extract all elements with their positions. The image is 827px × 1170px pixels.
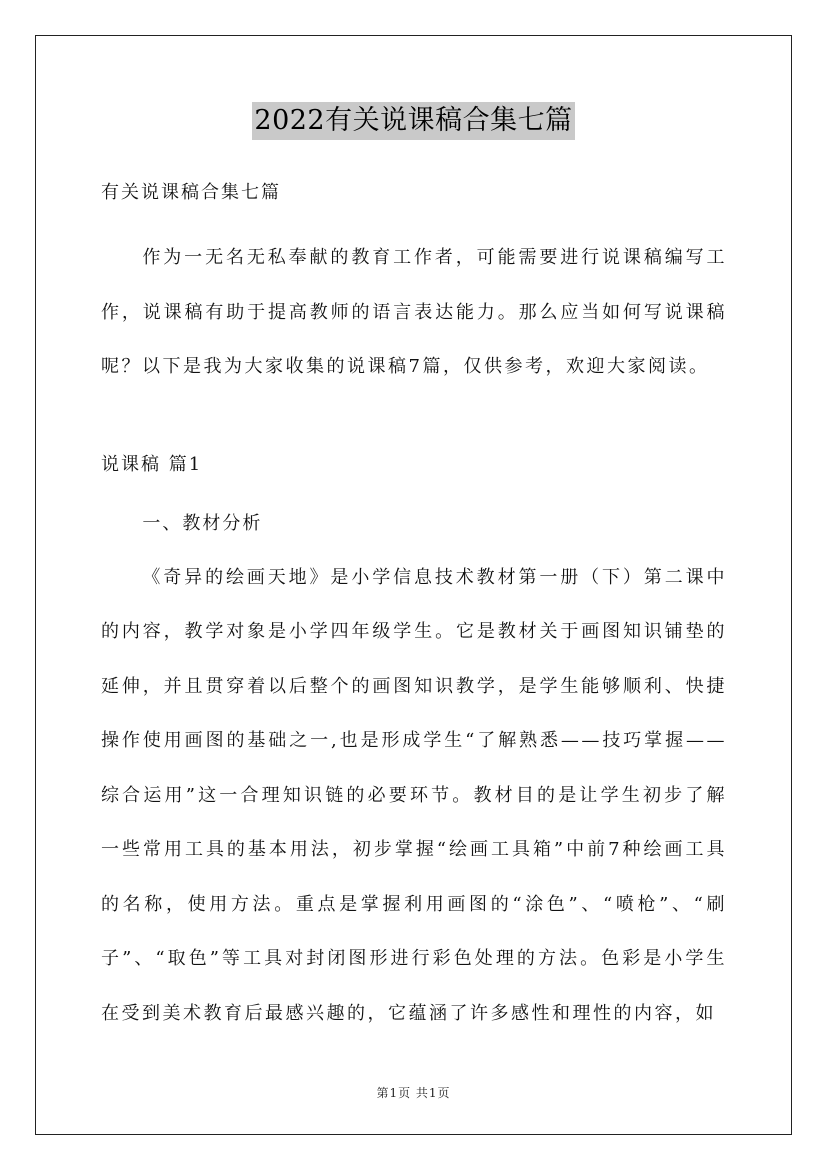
body-paragraph: 《奇异的绘画天地》是小学信息技术教材第一册（下）第二课中的内容，教学对象是小学四年级学生。它是教材关于画图知识铺垫的延伸，并且贯穿着以后整个的画图知识教学，是学生能够顺利、快捷操作使用画图的基础之一,也是形成学生“了解熟悉——技巧掌握——综合运用”这一合理知识链的必要环节。教材目的是让学生初步了解一些常用工具的基本用法，初步掌握“绘画工具箱”中前7种绘画工具的名称，使用方法。重点是掌握利用画图的“涂色”、“喷枪”、“刷子”、“取色”等工具对封闭图形进行彩色处理的方法。色彩是小学生在受到美术教育后最感兴趣的，它蕴涵了许多感性和理性的内容，如 [101, 566, 727, 1024]
sub-heading: 一、教材分析 [142, 512, 263, 534]
intro-paragraph: 作为一无名无私奉献的教育工作者，可能需要进行说课稿编写工作，说课稿有助于提高教师的语言表达能力。那么应当如何写说课稿呢？以下是我为大家收集的说课稿7篇，仅供参考，欢迎大家阅读。 [101, 247, 727, 377]
title-container [0, 102, 827, 140]
page-footer: 第1页 共1页 [376, 1086, 451, 1100]
document-title: 2022有关说课稿合集七篇 [252, 102, 574, 140]
section-heading: 说课稿 篇1 [101, 453, 203, 475]
document-subtitle: 有关说课稿合集七篇 [101, 182, 281, 203]
document-body [101, 175, 727, 1041]
